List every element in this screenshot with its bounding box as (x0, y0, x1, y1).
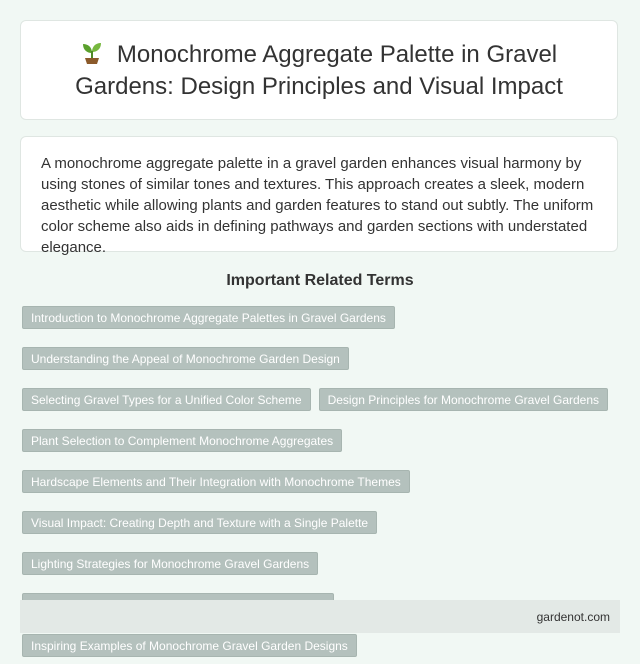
related-terms-heading: Important Related Terms (226, 272, 414, 289)
related-term-tag[interactable]: Hardscape Elements and Their Integration with Monochrome Themes (22, 470, 410, 493)
related-term-tag[interactable]: Visual Impact: Creating Depth and Texture with a Single Palette (22, 511, 377, 534)
title-card (20, 20, 618, 120)
related-term-tag[interactable]: Introduction to Monochrome Aggregate Palettes in Gravel Gardens (22, 306, 395, 329)
page-title-text: Monochrome Aggregate Palette in Gravel Gardens: Design Principles and Visual Impact (75, 40, 563, 100)
page-title (49, 40, 589, 101)
related-term-tag[interactable]: Selecting Gravel Types for a Unified Color Scheme (22, 388, 311, 411)
footer-site-link[interactable]: gardenot.com (536, 609, 610, 624)
sprout-icon (81, 41, 103, 72)
footer (20, 600, 620, 633)
related-term-tag[interactable]: Inspiring Examples of Monochrome Gravel Garden Designs (22, 634, 357, 657)
related-term-tag[interactable]: Design Principles for Monochrome Gravel Gardens (319, 388, 608, 411)
description-card (20, 136, 618, 256)
related-term-tag[interactable]: Plant Selection to Complement Monochrome Aggregates (22, 429, 342, 452)
description-text: A monochrome aggregate palette in a gravel garden enhances visual harmony by using stones of similar tones and textures. This approach creates a sleek, modern aesthetic while allowing plants and garden features to stand out subtly. The uniform color scheme also aids in defining pathways and garden sections with understated elegance. (41, 155, 594, 256)
related-term-tag[interactable]: Understanding the Appeal of Monochrome Garden Design (22, 347, 349, 370)
related-term-tag[interactable]: Lighting Strategies for Monochrome Gravel Gardens (22, 552, 318, 575)
